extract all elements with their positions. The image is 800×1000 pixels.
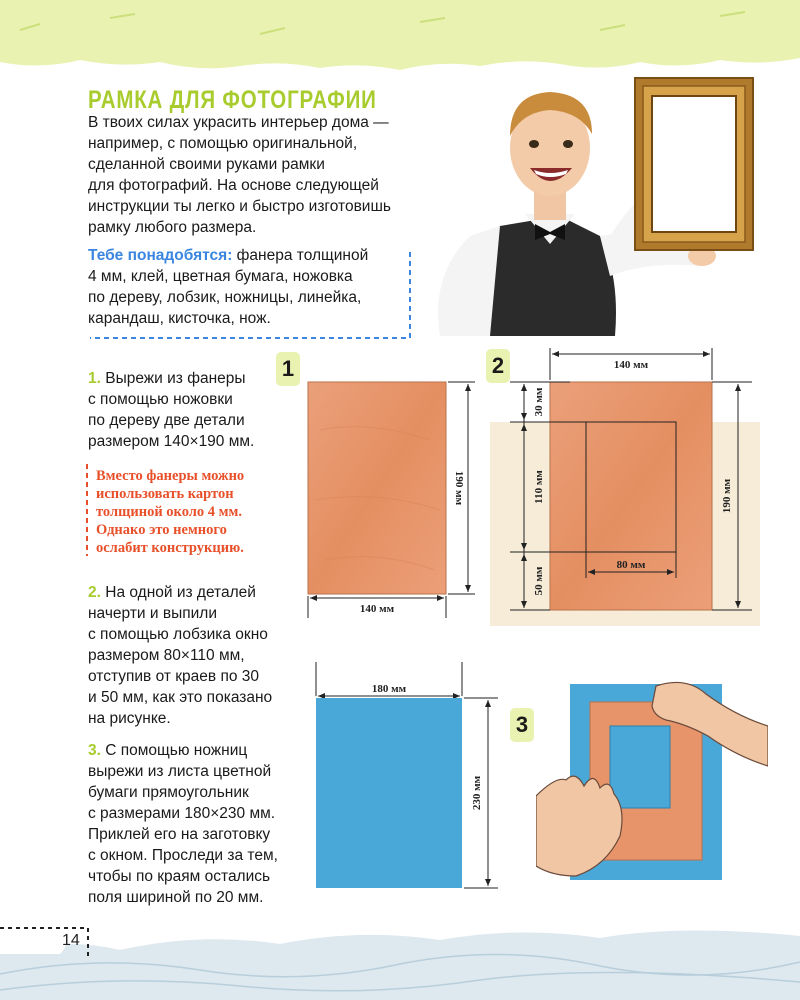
note-dashed-line [84, 462, 90, 558]
figure-blue-paper [308, 660, 508, 900]
figure-assembly-hands [536, 676, 768, 908]
step-2-text: На одной из деталей [100, 584, 256, 601]
step-2-line: на рисунке. [88, 710, 171, 727]
note-line: толщиной около 4 мм. [96, 504, 243, 520]
figure-1-badge: 1 [276, 352, 300, 386]
step-3-line: поля шириной по 20 мм. [88, 889, 264, 906]
intro-line: сделанной своими руками рамки [88, 156, 325, 173]
step-3 [88, 740, 298, 908]
intro-line: например, с помощью оригинальной, [88, 135, 358, 152]
step-2-line: размером 80×110 мм, [88, 647, 245, 664]
step-2-line: с помощью лобзика окно [88, 626, 268, 643]
step-3-text: С помощью ножниц [100, 742, 248, 759]
note-text [96, 467, 281, 557]
step-3-number: 3. [88, 742, 101, 759]
figure-plywood-blank [300, 370, 490, 620]
figure-window-layout [490, 340, 760, 630]
page-title: РАМКА ДЛЯ ФОТОГРАФИИ [88, 86, 377, 114]
step-3-line: бумаги прямоугольник [88, 784, 249, 801]
materials-dashed-border [88, 250, 414, 345]
plywood-panel [550, 382, 712, 610]
step-1-line: по дереву две детали [88, 412, 245, 429]
note-line: использовать картон [96, 486, 234, 502]
frame-window [610, 726, 670, 808]
materials-line: 4 мм, клей, цветная бумага, ножовка [88, 268, 353, 285]
intro-line: В твоих силах украсить интерьер дома — [88, 114, 389, 131]
fig1-height-label: 190 мм [453, 470, 465, 506]
step-3-line: чтобы по краям остались [88, 868, 271, 885]
fig3-height-label: 230 мм [471, 775, 483, 811]
fig2-bottom-margin-label: 50 мм [533, 566, 545, 596]
note-line: Вместо фанеры можно [96, 468, 245, 484]
step-3-line: с размерами 180×230 мм. [88, 805, 276, 822]
step-2-number: 2. [88, 584, 101, 601]
step-1-line: с помощью ножовки [88, 391, 233, 408]
step-1-number: 1. [88, 370, 101, 387]
step-3-line: Приклей его на заготовку [88, 826, 271, 843]
intro-line: рамку любого размера. [88, 219, 257, 236]
note-line: ослабит конструкцию. [96, 540, 244, 556]
step-3-line: вырежи из листа цветной [88, 763, 272, 780]
fig1-width-label: 140 мм [359, 603, 395, 615]
materials-text: фанера толщиной [232, 247, 369, 264]
fig2-top-margin-label: 30 мм [533, 387, 545, 417]
step-1-line: размером 140×190 мм. [88, 433, 255, 450]
step-2-line: и 50 мм, как это показано [88, 689, 273, 706]
fig2-width-label: 140 мм [613, 359, 649, 371]
step-2 [88, 582, 298, 729]
step-3-line: с окном. Проследи за тем, [88, 847, 278, 864]
boy-with-frame-illustration [430, 76, 775, 336]
fig2-window-width-label: 80 мм [616, 559, 646, 571]
step-1-text: Вырежи из фанеры [100, 370, 246, 387]
intro-paragraph [88, 112, 433, 238]
fig3-width-label: 180 мм [371, 683, 407, 695]
step-2-line: отступив от краев по 30 [88, 668, 259, 685]
intro-line: инструкции ты легко и быстро изготовишь [88, 198, 391, 215]
plywood-panel [308, 382, 446, 594]
fig2-height-label: 190 мм [721, 478, 733, 514]
top-decorative-band [0, 0, 800, 78]
page-number: 14 [62, 932, 80, 949]
step-2-line: начерти и выпили [88, 605, 217, 622]
blue-paper-sheet [316, 698, 462, 888]
fig2-window-height-label: 110 мм [533, 470, 545, 504]
materials-label: Тебе понадобятся: [88, 247, 233, 264]
note-line: Однако это немного [96, 522, 227, 538]
intro-line: для фотографий. На основе следующей [88, 177, 379, 194]
bottom-decorative-band [0, 924, 800, 1000]
step-1 [88, 368, 278, 452]
materials-line: карандаш, кисточка, нож. [88, 310, 271, 327]
figure-2-badge: 2 [486, 349, 510, 383]
figure-3-badge: 3 [510, 708, 534, 742]
materials-line: по дереву, лобзик, ножницы, линейка, [88, 289, 362, 306]
